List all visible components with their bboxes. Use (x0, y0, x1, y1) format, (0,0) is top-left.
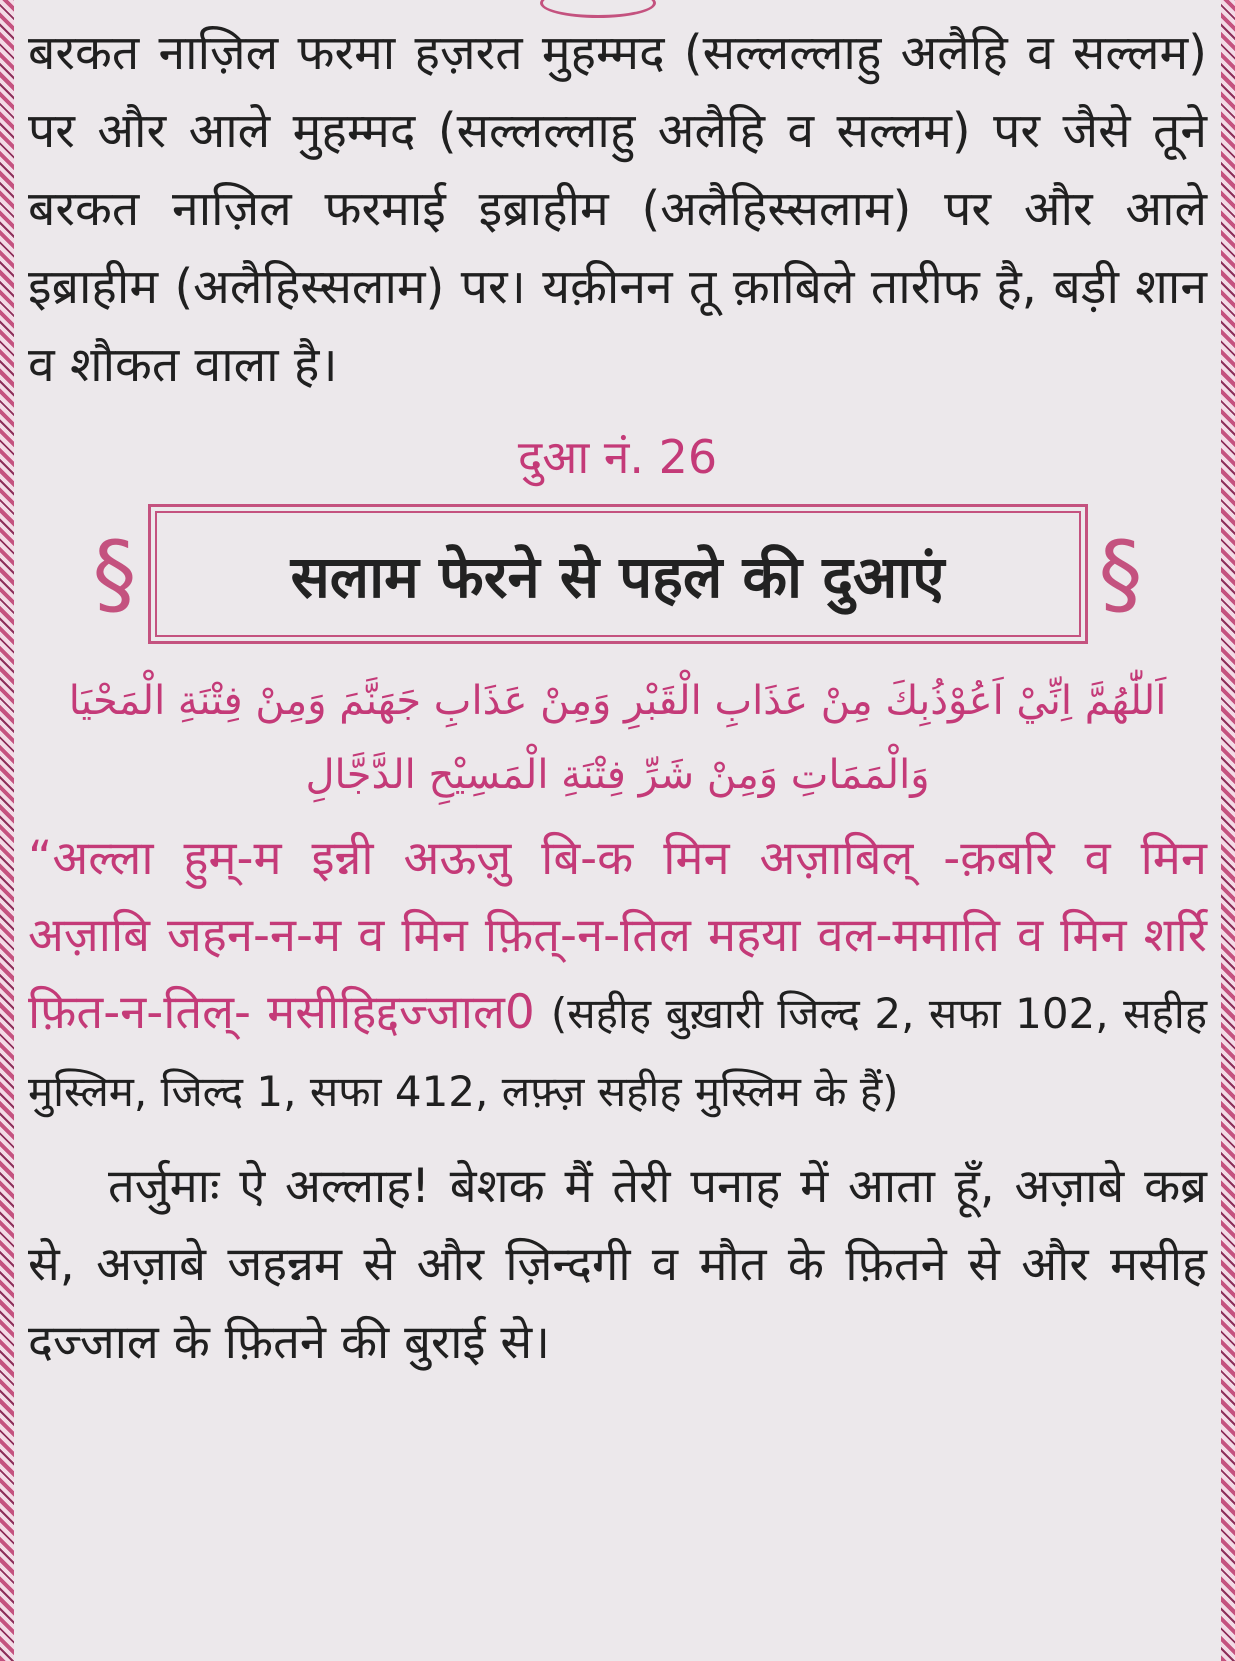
dua-number-heading: दुआ नं. 26 (517, 430, 718, 484)
hadith-reference: (सहीह बुख़ारी जिल्द 2, सफा 102, सहीह मुस्लिम, जिल्द 1, सफा 412, लफ़्ज़ सहीह मुस्लिम के हैं) (28, 989, 1208, 1116)
intro-paragraph: बरकत नाज़िल फरमा हज़रत मुहम्मद (सल्लल्लाहु अलैहि व सल्लम) पर और आले मुहम्मद (सल्लल्लाहु अलैहि व सल्लम) पर जैसे तूने बरकत नाज़िल फरमाई इब्राहीम (अलैहिस्सलाम) पर और आले इब्राहीम (अलैहिस्सलाम) पर। यक़ीनन तू क़ाबिले तारीफ है, बड़ी शान व शौकत वाला है। (28, 25, 1207, 393)
decorative-border-right (1221, 0, 1235, 1661)
section-title-frame (92, 504, 1143, 644)
arabic-dua-text: اَللّٰهُمَّ اِنِّيْ اَعُوْذُبِكَ مِنْ عَذَابِ الْقَبْرِ وَمِنْ عَذَابِ جَهَنَّمَ وَمِنْ فِتْنَةِ الْمَحْيَا وَالْمَمَاتِ وَمِنْ شَرِّ فِتْنَةِ الْمَسِيْحِ الدَّجَّالِ (68, 678, 1167, 798)
transliteration-text: “अल्ला हुम्-म इन्नी अऊज़ु बि-क मिन अज़ाबिल् -क़बरि व मिन अज़ाबि जहन-न-म व मिन फ़ित्-न-तिल महया वल-ममाति व मिन शर्रि फ़ित-न-तिल्- मसीहिद्दज्जाल0 (28, 831, 1207, 1040)
page-content (28, 14, 1207, 1382)
section-title: सलाम फेरने से पहले की दुआएं (290, 542, 945, 611)
right-flourish-ornament: § (1098, 522, 1143, 625)
decorative-border-left (0, 0, 14, 1661)
left-flourish-ornament: § (92, 522, 137, 625)
transliteration-paragraph (28, 820, 1207, 1130)
translation-paragraph: तर्जुमाः ऐ अल्लाह! बेशक मैं तेरी पनाह में आता हूँ, अज़ाबे कब्र से, अज़ाबे जहन्नम से और ज़िन्दगी व मौत के फ़ितने से और मसीह दज्जाल के फ़ितने की बुराई से। (28, 1159, 1207, 1370)
